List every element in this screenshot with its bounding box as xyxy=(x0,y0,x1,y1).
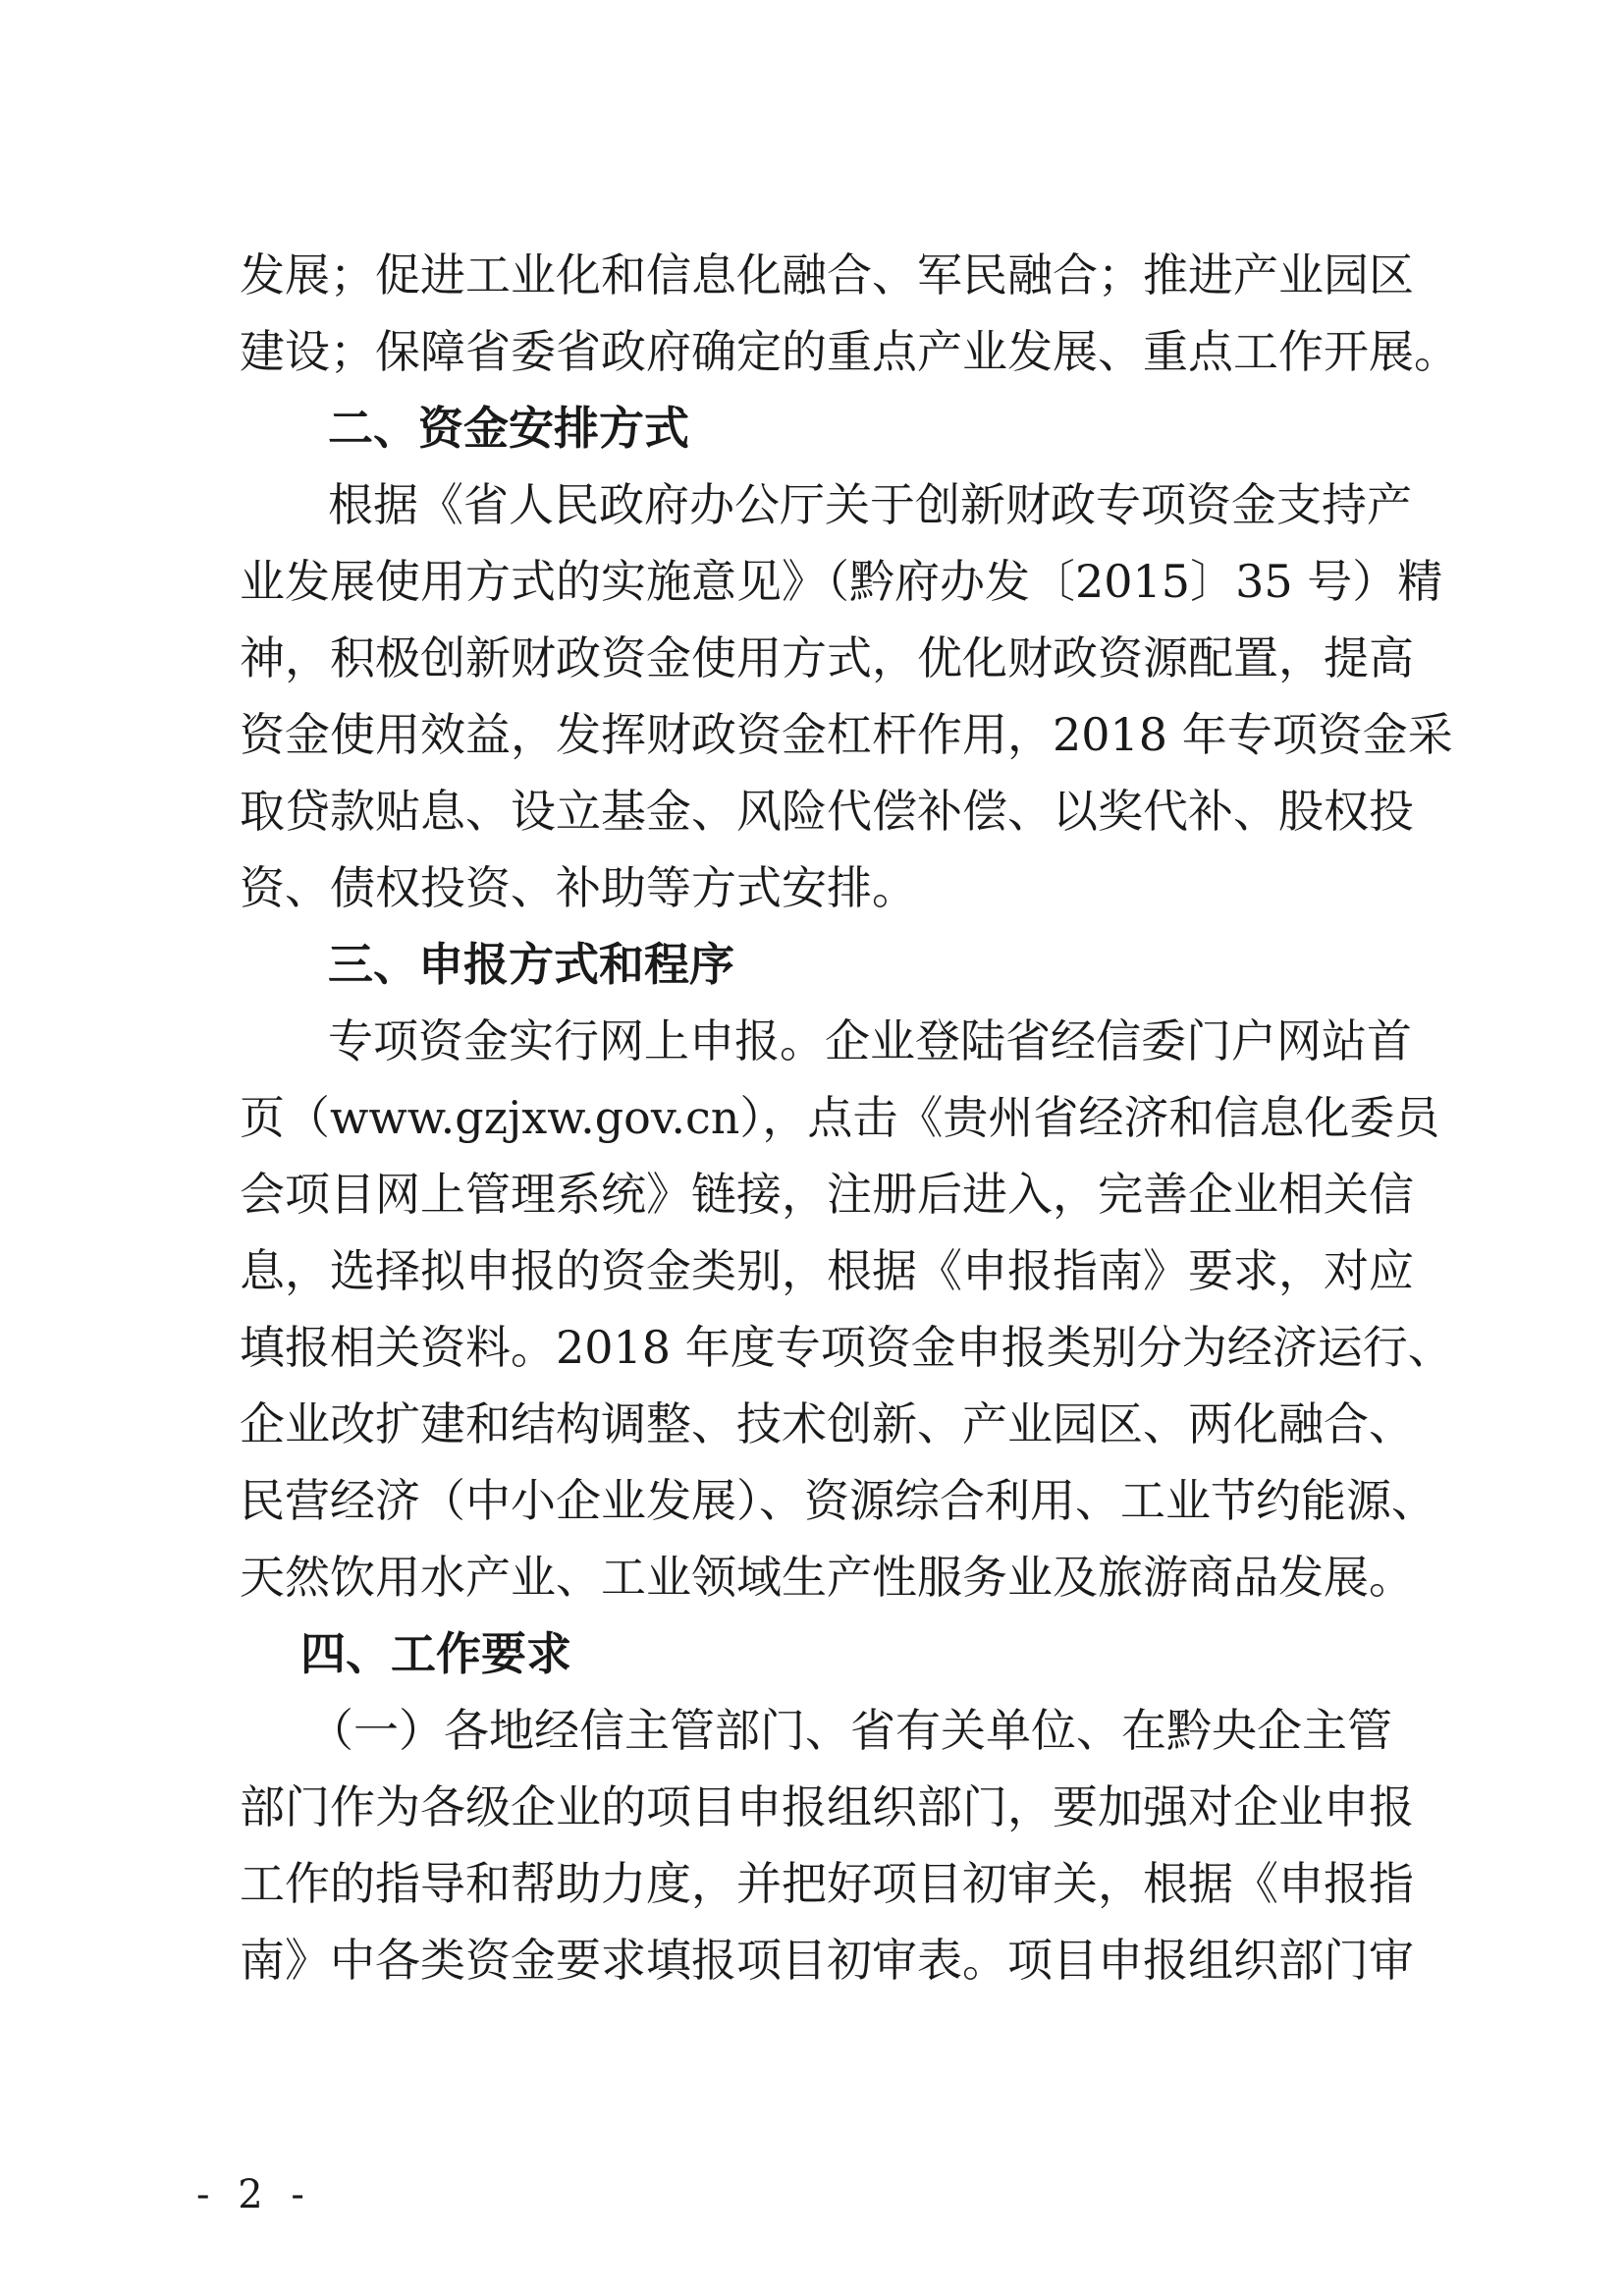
paragraph-line: 部门作为各级企业的项目申报组织部门，要加强对企业申报 xyxy=(240,1780,1414,1833)
paragraph-line: 南》中各类资金要求填报项目初审表。项目申报组织部门审 xyxy=(240,1934,1414,1987)
paragraph-line: 根据《省人民政府办公厅关于创新财政专项资金支持产 xyxy=(328,478,1412,531)
paragraph-line: （一）各地经信主管部门、省有关单位、在黔央企主管 xyxy=(308,1704,1392,1757)
paragraph-line: 会项目网上管理系统》链接，注册后进入，完善企业相关信 xyxy=(240,1168,1414,1221)
section-heading: 二、资金安排方式 xyxy=(328,402,689,455)
paragraph-line: 页（www.gzjxw.gov.cn），点击《贵州省经济和信息化委员 xyxy=(240,1091,1440,1144)
section-heading: 四、工作要求 xyxy=(300,1627,571,1680)
paragraph-line: 天然饮用水产业、工业领域生产性服务业及旅游商品发展。 xyxy=(240,1551,1414,1604)
paragraph-line: 工作的指导和帮助力度，并把好项目初审关，根据《申报指 xyxy=(240,1857,1414,1910)
paragraph-line: 资金使用效益，发挥财政资金杠杆作用，2018 年专项资金采 xyxy=(240,708,1453,761)
paragraph-line: 专项资金实行网上申报。企业登陆省经信委门户网站首 xyxy=(328,1014,1412,1067)
page-number: - 2 - xyxy=(196,2172,312,2217)
paragraph-line: 业发展使用方式的实施意见》（黔府办发〔2015〕35 号）精 xyxy=(240,555,1443,608)
paragraph-line: 民营经济（中小企业发展）、资源综合利用、工业节约能源、 xyxy=(240,1474,1436,1527)
paragraph-line: 取贷款贴息、设立基金、风险代偿补偿、以奖代补、股权投 xyxy=(240,785,1414,838)
paragraph-line: 息，选择拟申报的资金类别，根据《申报指南》要求，对应 xyxy=(240,1244,1414,1297)
paragraph-line: 发展；促进工业化和信息化融合、军民融合；推进产业园区 xyxy=(240,248,1414,301)
paragraph-line: 企业改扩建和结构调整、技术创新、产业园区、两化融合、 xyxy=(240,1397,1414,1450)
paragraph-line: 建设；保障省委省政府确定的重点产业发展、重点工作开展。 xyxy=(240,325,1459,378)
section-heading: 三、申报方式和程序 xyxy=(328,938,734,991)
paragraph-line: 神，积极创新财政资金使用方式，优化财政资源配置，提高 xyxy=(240,631,1414,684)
paragraph-line: 资、债权投资、补助等方式安排。 xyxy=(240,861,917,914)
paragraph-line: 填报相关资料。2018 年度专项资金申报类别分为经济运行、 xyxy=(240,1321,1453,1374)
